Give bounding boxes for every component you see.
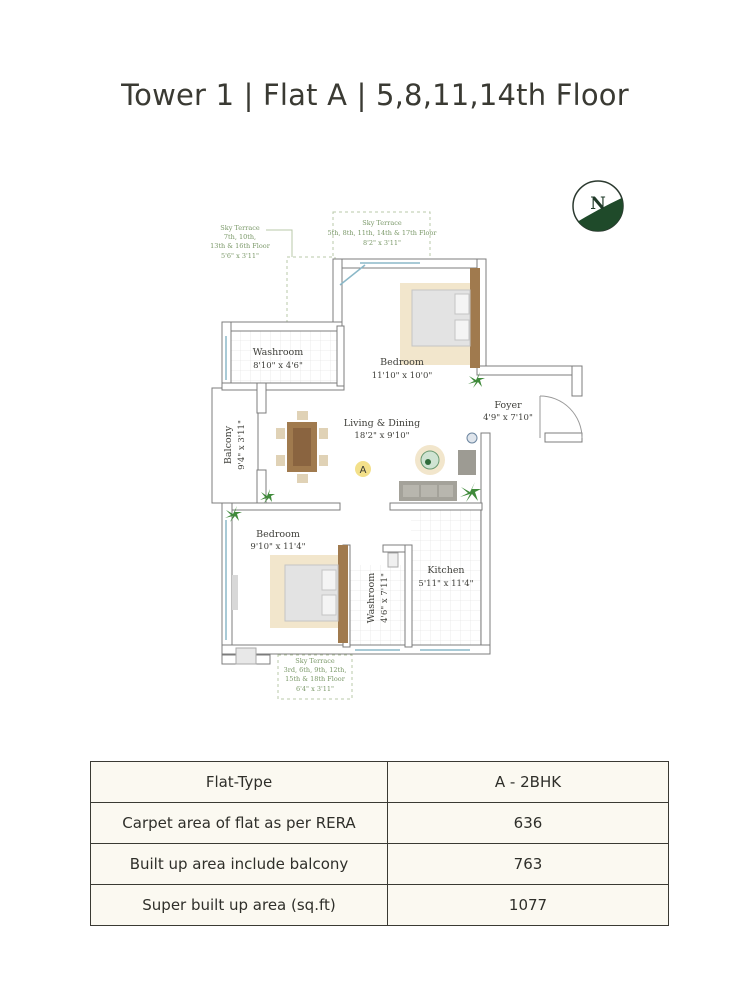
living-dining-name: Living & Dining [343,418,421,429]
terrace-top-size: 8'2" x 3'11" [362,239,402,247]
north-compass-icon [572,181,626,236]
washroom-bottom-size: 4'6" x 7'11" [380,573,390,623]
washroom-top-size: 8'10" x 4'6" [253,361,303,371]
terrace-left-size: 5'6" x 3'11" [220,252,260,260]
bedroom-top-size: 11'10" x 10'0" [371,371,433,381]
terrace-top-title: Sky Terrace [362,219,402,227]
table-row-label: Carpet area of flat as per RERA [91,803,388,844]
table-row [91,885,669,926]
terrace-left-floors-2: 13th & 16th Floor [210,242,270,250]
kitchen-name: Kitchen [427,565,465,576]
table-row [91,844,669,885]
plant-icon [460,482,481,502]
foyer-size: 4'9" x 7'10" [483,413,533,423]
bed-icon [270,545,348,643]
table-row [91,762,669,803]
washroom-top-name: Washroom [252,347,304,358]
armchair-icon [458,450,476,475]
terrace-bottom-floors-2: 15th & 18th Floor [285,675,345,683]
balcony-size: 9'4" x 3'11" [237,420,247,470]
compass-letter: N [590,194,606,214]
table-row-value: 763 [388,844,669,885]
rug-icon [415,445,445,475]
bedroom-bottom-size: 9'10" x 11'4" [250,542,306,552]
svg-text:A: A [359,465,367,476]
table-row-label: Built up area include balcony [91,844,388,885]
wardrobe-icon [232,575,238,610]
lamp-icon [467,433,477,443]
terrace-left-title: Sky Terrace [220,224,260,232]
area-table [90,761,669,926]
kitchen-size: 5'11" x 11'4" [418,579,474,589]
foyer-name: Foyer [494,400,522,411]
terrace-leader-line [266,230,292,257]
table-row-value: 636 [388,803,669,844]
washroom-bottom-name: Washroom [366,572,377,624]
bed-icon [400,268,480,368]
page-title: Tower 1 | Flat A | 5,8,11,14th Floor [121,78,629,112]
bedroom-bottom-name: Bedroom [256,529,300,540]
terrace-bottom-title: Sky Terrace [295,657,335,665]
table-row-value: A - 2BHK [388,762,669,803]
bedroom-top-name: Bedroom [380,357,424,368]
dining-table-icon [276,411,328,483]
sofa-icon [399,481,457,501]
table-row [91,803,669,844]
table-row-label: Super built up area (sq.ft) [91,885,388,926]
flat-marker [355,461,371,477]
terrace-left-floors: 7th, 10th, [223,233,257,241]
balcony-name: Balcony [223,425,234,465]
terrace-bottom-floors: 3rd, 6th, 9th, 12th, [283,666,347,674]
table-row-value: 1077 [388,885,669,926]
terrace-bottom-size: 6'4" x 3'11" [295,685,335,693]
table-row-label: Flat-Type [91,762,388,803]
foyer-door-icon [540,396,582,438]
terrace-top-floors: 5th, 8th, 11th, 14th & 17th Floor [327,229,437,237]
living-dining-size: 18'2" x 9'10" [354,431,410,441]
